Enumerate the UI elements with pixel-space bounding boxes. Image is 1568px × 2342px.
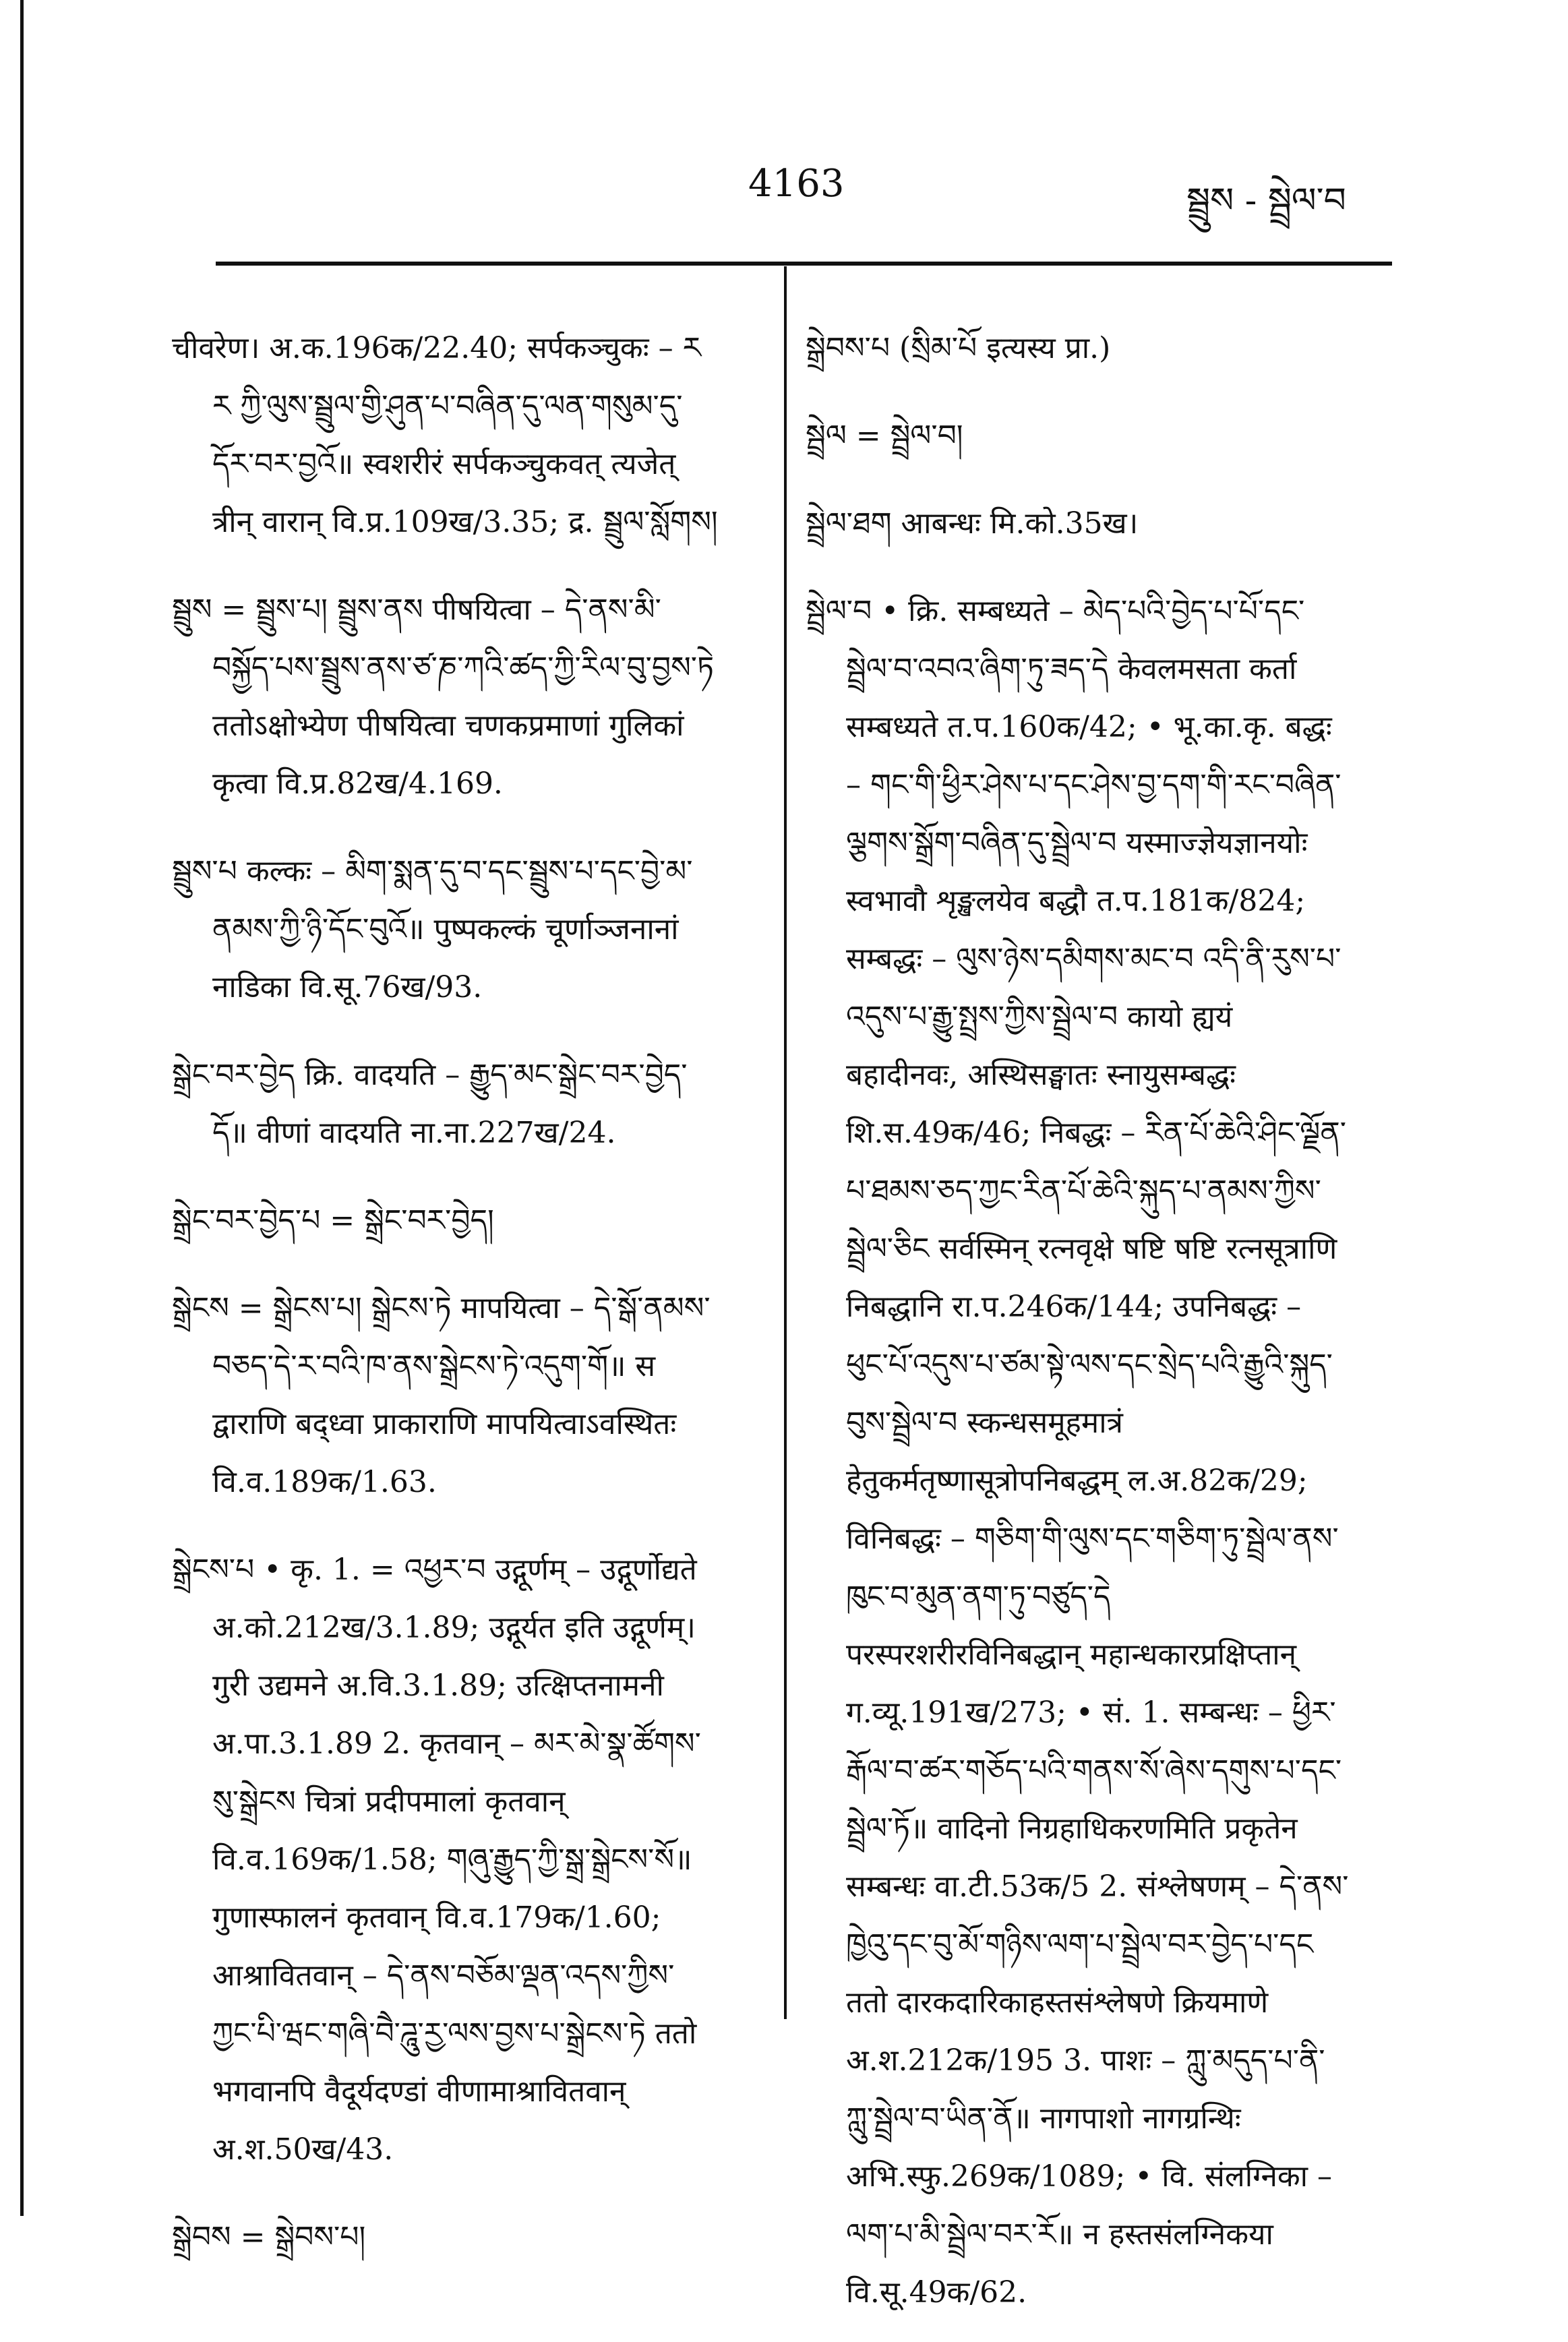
header-rule (216, 262, 1392, 266)
entry: སྒྲེང་བར་བྱེད क्रि. वादयति – རྒྱུད་མང་སྒྲེང་བར་བྱེད་དོ॥ वीणां वादयति ना.ना.227ख/24. (172, 1058, 688, 1150)
entry: चीवरेण। अ.क.196क/22.40; सर्पकञ्चुकः – ར ར ཀྱི་ལུས་སྦྲུལ་གྱི་ཤུན་པ་བཞིན་དུ་ལན་གསུམ་དུ་དོར་བར་བྱའོ॥ स्वशरीरं सर्पकञ्चुकवत् त्यजेत् त्रीन् वारान् वि.प्र.109ख/3.35; द्र. སྦྲུལ་སློགས། (172, 331, 718, 539)
column-divider (784, 266, 787, 2019)
entry: སྦྲེལ་ཐག आबन्धः मि.को.35ख। (806, 506, 1139, 541)
running-head: སྦྲུས - སྦྲེལ་བ (1186, 181, 1346, 221)
left-column (172, 290, 718, 2287)
entry: སྒྲེང་བར་བྱེད་པ = སྒྲེང་བར་བྱེད། (172, 1203, 494, 1238)
entry: སྒྲེངས་པ • कृ. 1. = འཕྱར་བ उद्गूर्णम् – उद्गूर्णोद्यते अ.को.212ख/3.1.89; उद्गूर्यत इति उद्गूर्णम्। गुरी उद्यमने अ.वि.3.1.89; उत्क्षिप्तनामनी अ.पा.3.1.89 2. कृतवान् – མར་མེ་སྣ་ཚོགས་སུ་སྒྲེངས चित्रां प्रदीपमालां कृतवान् वि.व.169क/1.58; གཞུ་རྒྱུད་ཀྱི་སྒྲ་སྒྲེངས་སོ॥ गुणास्फालनं कृतवान् वि.व.179क/1.60; आश्रावितवान् – དེ་ནས་བཅོམ་ལྡན་འདས་ཀྱིས་ཀྱང་པི་ཝང་གཞི་བཻ་ཌཱུ་རྱ་ལས་བྱས་པ་སྒྲེངས་ཏེ ततो भगवानपि वैदूर्यदण्डां वीणामाश्रावितवान् अ.श.50ख/43. (172, 1553, 701, 2167)
page-number: 4163 (748, 162, 845, 206)
entry: སྦྲུས་པ कल्कः – མིག་སྨན་དུ་བ་དང་སྦྲུས་པ་དང་བྱེ་མ་ནམས་ཀྱི་ཉི་དོང་བུའོ॥ पुष्पकल्कं चूर्णाञ्जनानां नाडिका वि.सू.76ख/93. (172, 854, 693, 1004)
right-column (806, 290, 1352, 2342)
entry: སྦྲེལ = སྦྲེལ་བ། (806, 419, 963, 453)
entry: སྒྲེབས་པ (སྲིམ་པོ इत्यस्य प्रा.) (806, 331, 1111, 365)
entry: སྒྲེངས = སྒྲེངས་པ། སྒྲེངས་ཏེ मापयित्वा – དེ་སྒོ་ནམས་བཅད་དེ་ར་བའི་ཁ་ནས་སྒྲེངས་ཏེ་འདུག་གོ॥ स द्वाराणि बद्ध्वा प्राकाराणि मापयित्वाऽवस्थितः वि.व.189क/1.63. (172, 1291, 711, 1499)
entry: སྦྲེལ་བ • क्रि. सम्बध्यते – མེད་པའི་བྱེད་པ་པོ་དང་སྦྲེལ་བ་འབའ་ཞིག་ཏུ་ཟད་དེ केवलमसता कर्ता सम्बध्यते त.प.160क/42; • भू.का.कृ. बद्धः – གང་གི་ཕྱིར་ཤེས་པ་དང་ཤེས་བྱ་དག་གི་རང་བཞིན་ལྕགས་སྒྲོག་བཞིན་དུ་སྦྲེལ་བ यस्माज्ज्ञेयज्ञानयोः स्वभावौ शृङ्खलयेव बद्धौ त.प.181क/824; सम्बद्धः – ལུས་ཉེས་དམིགས་མང་བ འདི་ནི་རུས་པ་འདུས་པ་རྒྱུ་སྤྲས་ཀྱིས་སྦྲེལ་བ कायो ह्ययं बहादीनवः, अस्थिसङ्घातः स्नायुसम्बद्धः शि.स.49क/46; निबद्धः – རིན་པོ་ཆེའི་ཤིང་ལྗོན་པ་ཐམས་ཅད་ཀྱང་རིན་པོ་ཆེའི་སྐུད་པ་ནམས་ཀྱིས་སྦྲེལ་ཅིང सर्वस्मिन् रत्नवृक्षे षष्टि षष्टि रत्नसूत्राणि निबद्धानि रा.प.246क/144; उपनिबद्धः – ཕུང་པོ་འདུས་པ་ཙམ་སྟེ་ལས་དང་སྲེད་པའི་རྒྱུའི་སྐུད་བུས་སྦྲེལ་བ स्कन्धसमूहमात्रं हेतुकर्मतृष्णासूत्रोपनिबद्धम् ल.अ.82क/29; विनिबद्धः – གཅིག་གི་ལུས་དང་གཅིག་ཏུ་སྦྲེལ་ནས་ཁུང་བ་མུན་ནག་ཏུ་བཙུད་དེ परस्परशरीरविनिबद्धान् महान्धकारप्रक्षिप्तान् ग.व्यू.191ख/273; • सं. 1. सम्बन्धः – ཕྱིར་རྒོལ་བ་ཚར་གཅོད་པའི་གནས་སོ་ཞེས་དགུས་པ་དང་སྦྲེལ་ཏོ॥ वादिनो निग्रहाधिकरणमिति प्रकृतेन सम्बन्धः वा.टी.53क/5 2. संश्लेषणम् – དེ་ནས་ཁྱེའུ་དང་བུ་མོ་གཉིས་ལག་པ་སྦྲེལ་བར་བྱེད་པ་དང ततो दारकदारिकाहस्तसंश्लेषणे क्रियमाणे अ.श.212क/195 3. पाशः – ཀླུ་མདུད་པ་ནི་ཀླུ་སྦྲེལ་བ་ཡིན་ནོ॥ नागपाशो नागग्रन्थिः अभि.स्फु.269क/1089; • वि. संलग्निका – ལག་པ་མི་སྦྲེལ་བར་རོ॥ न हस्तसंलग्निकया वि.सू.49क/62. (806, 594, 1349, 2310)
left-edge-rule (20, 0, 24, 2216)
entry: སྦྲུས = སྦྲུས་པ། སྦྲུས་ནས पीषयित्वा – དེ་ནས་མི་བསྐྱོད་པས་སྦྲུས་ནས་ཙ་ཎ་ཀའི་ཚད་ཀྱི་རིལ་བུ་བྱས་ཏེ ततोऽक्षोभ्येण पीषयित्वा चणकप्रमाणां गुलिकां कृत्वा वि.प्र.82ख/4.169. (172, 593, 714, 801)
entry: སྒྲེབས = སྒྲེབས་པ། (172, 2220, 366, 2254)
